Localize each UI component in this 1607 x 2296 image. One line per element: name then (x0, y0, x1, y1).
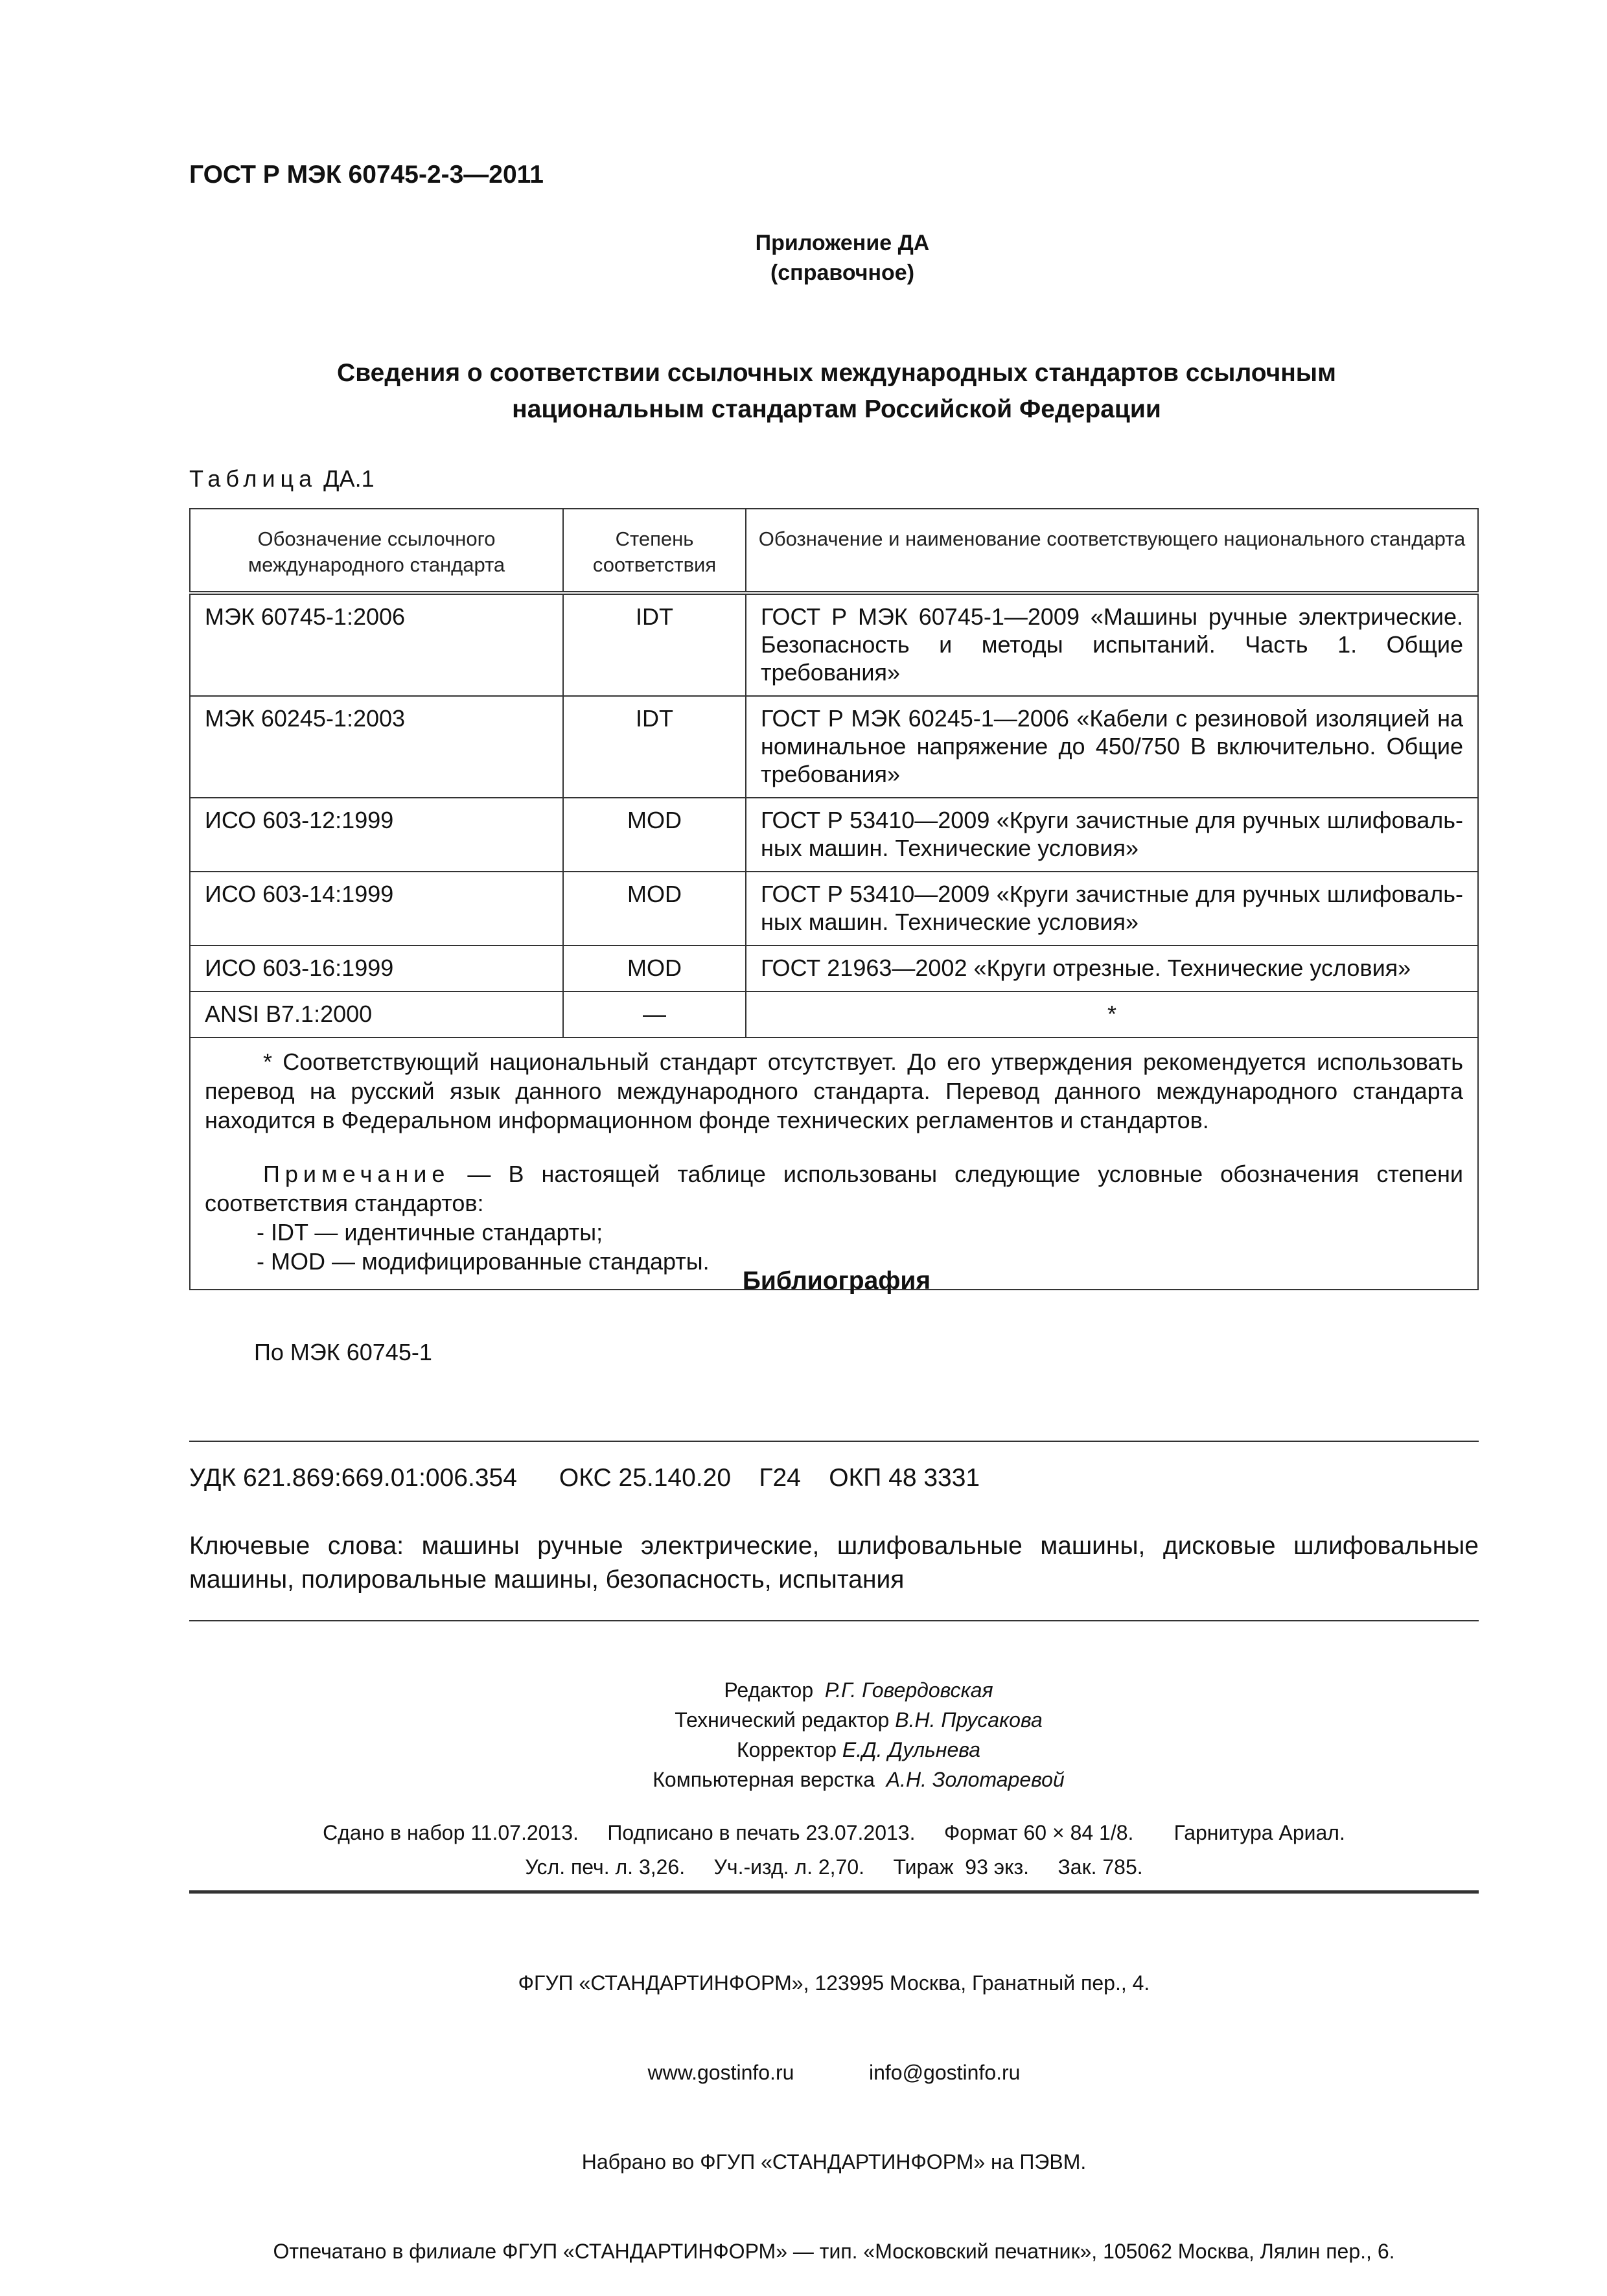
bibliography-body: По МЭК 60745-1 (254, 1339, 432, 1365)
credit-line (454, 1705, 1264, 1735)
note-label: Примечание (263, 1161, 450, 1187)
cell-intl: МЭК 60745-1:2006 (190, 593, 563, 696)
publication-line-2: Усл. печ. л. 3,26. Уч.-изд. л. 2,70. Тираж 93 экз. Зак. 785. (525, 1855, 1143, 1879)
table-row (190, 945, 1478, 991)
credit-line (454, 1765, 1264, 1794)
footer-line-1: ФГУП «СТАНДАРТИНФОРМ», 123995 Москва, Гранатный пер., 4. (518, 1971, 1150, 1995)
table-row (190, 872, 1478, 945)
table-row (190, 991, 1478, 1038)
cell-intl: ИСО 603-16:1999 (190, 945, 563, 991)
publisher-footer (189, 1908, 1479, 2296)
footer-line-2: www.gostinfo.ru info@gostinfo.ru (647, 2061, 1021, 2084)
credit-name: Р.Г. Говердовская (824, 1678, 993, 1702)
section-title-line-1: Сведения о соответствии ссылочных международных стандартов ссылочным (337, 359, 1336, 387)
table-caption (189, 465, 375, 493)
credit-role: Корректор (736, 1738, 837, 1761)
note-item-mod: - MOD — модифицированные стандарты. (257, 1248, 710, 1275)
divider-bold (189, 1890, 1479, 1894)
cell-intl: ИСО 603-12:1999 (190, 798, 563, 872)
appendix-heading (622, 228, 1063, 288)
bibliography-title: Библиография (742, 1267, 931, 1295)
table-notes (190, 1038, 1478, 1290)
section-title (189, 355, 1484, 428)
cell-national: ГОСТ Р МЭК 60745-1—2009 «Машины ручные электрические. Безопасность и методы испытаний. Часть 1. Общие требования» (746, 593, 1478, 696)
document-id: ГОСТ Р МЭК 60745-2-3—2011 (189, 161, 544, 189)
table-row (190, 696, 1478, 798)
cell-national: ГОСТ Р МЭК 60245-1—2006 «Кабели с резиновой изоляцией на номинальное напряжение до 450/750 В включительно. Общие требования» (746, 696, 1478, 798)
header-national-standard: Обозначение и наименование соответствующего национального стандарта (746, 509, 1478, 593)
table-notes-row (190, 1038, 1478, 1290)
cell-intl: ИСО 603-14:1999 (190, 872, 563, 945)
keywords: Ключевые слова: машины ручные электрические, шлифовальные машины, дисковые шлифовальные машины, полировальные машины, безопасность, испытания (189, 1532, 1479, 1594)
section-title-line-2: национальным стандартам Российской Федерации (512, 395, 1161, 423)
classification-codes: УДК 621.869:669.01:006.354 ОКС 25.140.20 Г24 ОКП 48 3331 (189, 1464, 980, 1492)
credit-line (454, 1675, 1264, 1705)
credit-name: Е.Д. Дульнева (842, 1738, 981, 1761)
table-note (205, 1159, 1463, 1218)
divider-middle (189, 1620, 1479, 1621)
cell-degree: MOD (563, 872, 746, 945)
cell-degree: IDT (563, 593, 746, 696)
divider-top (189, 1441, 1479, 1442)
cell-intl: ANSI B7.1:2000 (190, 991, 563, 1038)
cell-degree: MOD (563, 798, 746, 872)
note-item-idt: - IDT — идентичные стандарты; (257, 1219, 603, 1246)
note-text: — В настоящей таблице использованы следующие условные обозначения степени соответствия стандартов: (205, 1161, 1463, 1216)
table-caption-word: Таблица (189, 465, 318, 492)
reference-standards-table (189, 508, 1479, 1290)
appendix-kind: (справочное) (770, 261, 915, 285)
cell-intl: МЭК 60245-1:2003 (190, 696, 563, 798)
cell-degree: IDT (563, 696, 746, 798)
credit-role: Технический редактор (675, 1708, 890, 1732)
table-row (190, 798, 1478, 872)
table-caption-id: ДА.1 (323, 465, 375, 492)
cell-national: * (746, 991, 1478, 1038)
credit-name: В.Н. Прусакова (895, 1708, 1043, 1732)
credit-line (454, 1735, 1264, 1765)
cell-degree: — (563, 991, 746, 1038)
appendix-title: Приложение ДА (755, 231, 930, 255)
footer-line-4: Отпечатано в филиале ФГУП «СТАНДАРТИНФОРМ» — тип. «Московский печатник», 105062 Москва, Лялин пер., 6. (273, 2240, 1395, 2263)
publication-line-1: Сдано в набор 11.07.2013. Подписано в печать 23.07.2013. Формат 60 × 84 1/8. Гарнитура Ариал. (323, 1821, 1345, 1844)
credit-role: Редактор (724, 1678, 814, 1702)
header-degree: Степень соответствия (563, 509, 746, 593)
cell-national: ГОСТ 21963—2002 «Круги отрезные. Технические условия» (746, 945, 1478, 991)
credits (454, 1675, 1264, 1794)
cell-national: ГОСТ Р 53410—2009 «Круги зачистные для ручных шлифовальных машин. Технические условия» (746, 872, 1478, 945)
credit-name: А.Н. Золотаревой (886, 1768, 1065, 1791)
header-intl-standard: Обозначение ссылочного международного стандарта (190, 509, 563, 593)
credit-role: Компьютерная верстка (653, 1768, 875, 1791)
cell-national: ГОСТ Р 53410—2009 «Круги зачистные для ручных шлифовальных машин. Технические условия» (746, 798, 1478, 872)
table-row (190, 593, 1478, 696)
table-footnote: * Соответствующий национальный стандарт отсутствует. До его утверждения рекомендуется использовать перевод на русский язык данного международного стандарта. Перевод данного международного стандарта находится в Федеральном информационном фонде технических регламентов и стандартов. (205, 1049, 1463, 1133)
cell-degree: MOD (563, 945, 746, 991)
footer-line-3: Набрано во ФГУП «СТАНДАРТИНФОРМ» на ПЭВМ. (581, 2150, 1087, 2174)
table-header-row (190, 509, 1478, 593)
